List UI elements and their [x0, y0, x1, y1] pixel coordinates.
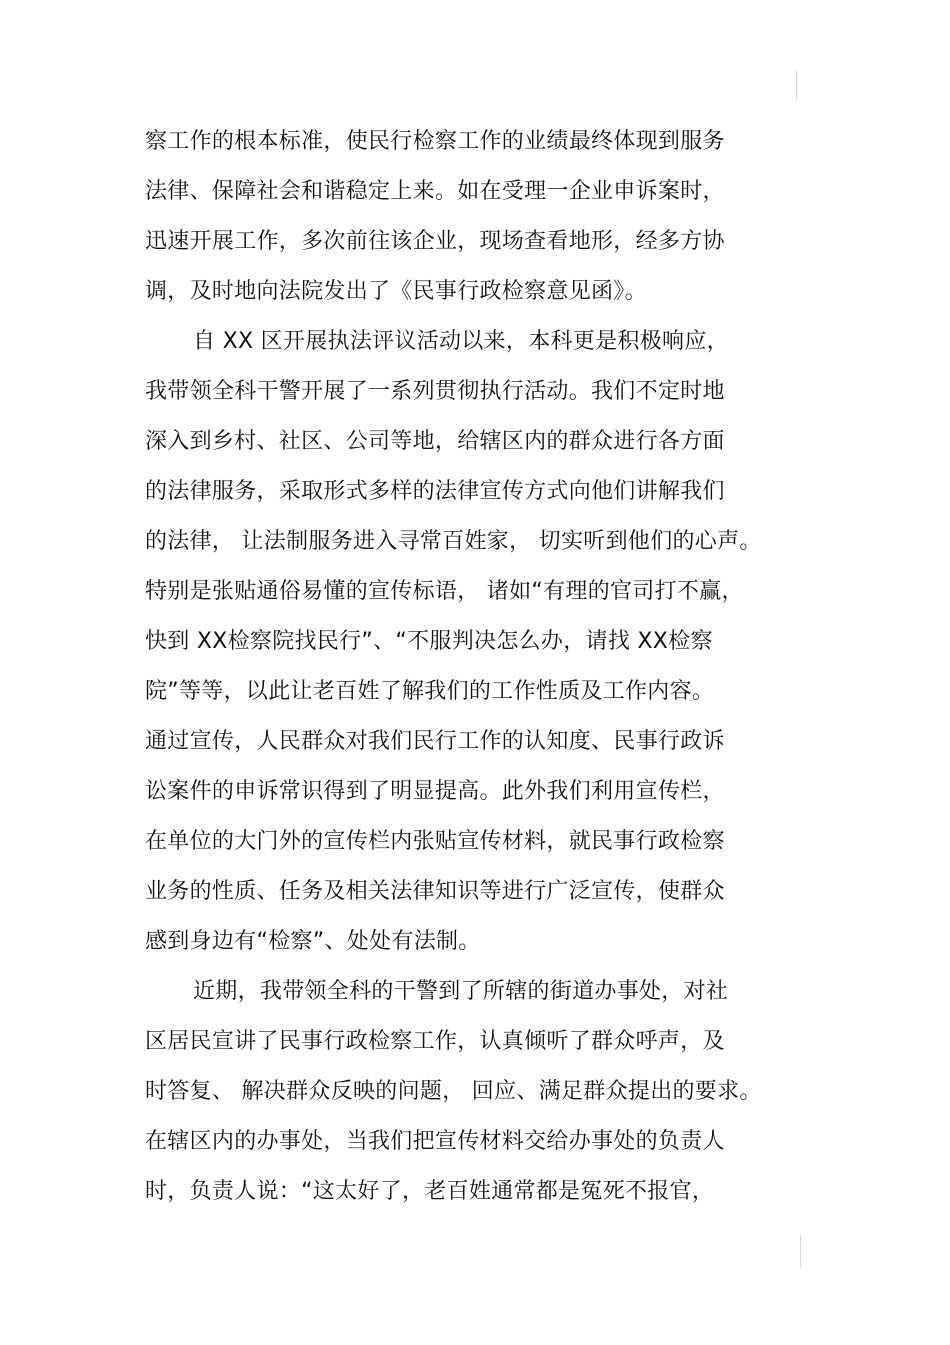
body-line: 快到 XX检察院找民行”、“不服判决怎么办，请找 XX检察: [145, 629, 713, 654]
body-line: 的法律服务，采取形式多样的法律宣传方式向他们讲解我们: [145, 479, 725, 504]
body-line: 业务的性质、任务及相关法律知识等进行广泛宣传，使群众: [145, 879, 725, 904]
body-line: 特别是张贴通俗易懂的宣传标语， 诸如“有理的官司打不赢，: [145, 579, 744, 604]
body-line: 我带领全科干警开展了一系列贯彻执行活动。我们不定时地: [145, 379, 725, 404]
page-edge-mark-top: [796, 70, 797, 100]
body-line: 感到身边有“检察”、处处有法制。: [145, 929, 481, 954]
body-line: 讼案件的申诉常识得到了明显提高。此外我们利用宣传栏，: [145, 779, 725, 804]
paragraph-first-line: 自 XX 区开展执法评议活动以来，本科更是积极响应，: [193, 329, 729, 354]
body-line: 调，及时地向法院发出了《民事行政检察意见函》。: [145, 279, 647, 304]
body-line: 察工作的根本标准，使民行检察工作的业绩最终体现到服务: [145, 129, 725, 154]
body-line: 院”等等，以此让老百姓了解我们的工作性质及工作内容。: [145, 679, 715, 704]
body-line: 在辖区内的办事处，当我们把宣传材料交给办事处的负责人: [145, 1129, 725, 1154]
body-line: 时答复、 解决群众反映的问题， 回应、满足群众提出的要求。: [145, 1079, 762, 1104]
body-line: 在单位的大门外的宣传栏内张贴宣传材料，就民事行政检察: [145, 829, 725, 854]
page-edge-mark-bottom: [800, 1235, 801, 1267]
body-line: 迅速开展工作，多次前往该企业，现场查看地形，经多方协: [145, 229, 725, 254]
body-line: 法律、保障社会和谐稳定上来。如在受理一企业申诉案时，: [145, 179, 725, 204]
body-line: 深入到乡村、社区、公司等地，给辖区内的群众进行各方面: [145, 429, 725, 454]
body-line: 区居民宣讲了民事行政检察工作，认真倾听了群众呼声，及: [145, 1029, 725, 1054]
body-line: 的法律， 让法制服务进入寻常百姓家， 切实听到他们的心声。: [145, 529, 762, 554]
paragraph-first-line: 近期，我带领全科的干警到了所辖的街道办事处，对社: [193, 979, 729, 1004]
body-line: 通过宣传，人民群众对我们民行工作的认知度、民事行政诉: [145, 729, 725, 754]
body-line: 时，负责人说：“这太好了，老百姓通常都是冤死不报官，: [145, 1179, 715, 1204]
